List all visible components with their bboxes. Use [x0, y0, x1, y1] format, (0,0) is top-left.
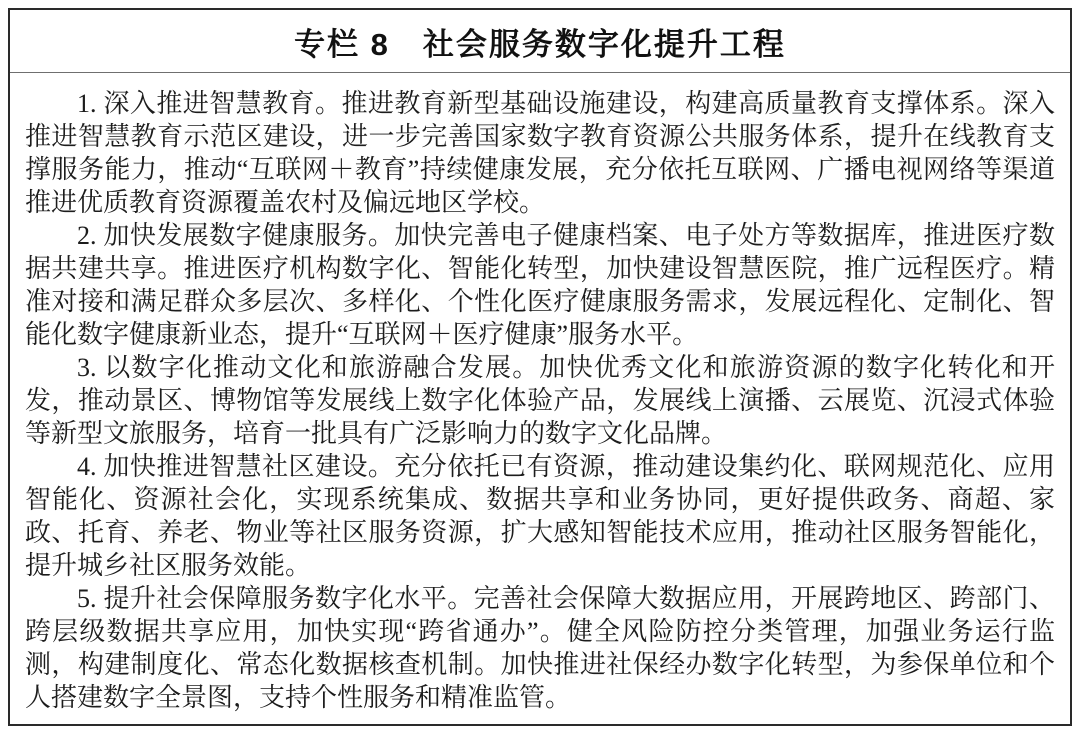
- paragraph-smart-community: 4. 加快推进智慧社区建设。充分依托已有资源，推动建设集约化、联网规范化、应用智能化、资源社会化，实现系统集成、数据共享和业务协同，更好提供政务、商超、家政、托育、养老、物业等社区服务资源，扩大感知智能技术应用，推动社区服务智能化，提升城乡社区服务效能。: [25, 452, 1055, 580]
- column-box-panel: [8, 8, 1072, 726]
- paragraph-culture-tourism: 3. 以数字化推动文化和旅游融合发展。加快优秀文化和旅游资源的数字化转化和开发，推动景区、博物馆等发展线上数字化体验产品，发展线上演播、云展览、沉浸式体验等新型文旅服务，培育一批具有广泛影响力的数字文化品牌。: [25, 353, 1055, 448]
- paragraph-digital-health: 2. 加快发展数字健康服务。加快完善电子健康档案、电子处方等数据库，推进医疗数据共建共享。推进医疗机构数字化、智能化转型，加快建设智慧医院，推广远程医疗。精准对接和满足群众多层次、多样化、个性化医疗健康服务需求，发展远程化、定制化、智能化数字健康新业态，提升“互联网＋医疗健康”服务水平。: [25, 221, 1055, 349]
- panel-body: [10, 73, 1070, 724]
- paragraph-social-security: 5. 提升社会保障服务数字化水平。完善社会保障大数据应用，开展跨地区、跨部门、跨层级数据共享应用，加快实现“跨省通办”。健全风险防控分类管理，加强业务运行监测，构建制度化、常态化数据核查机制。加快推进社保经办数字化转型，为参保单位和个人搭建数字全景图，支持个性服务和精准监管。: [25, 584, 1055, 712]
- paragraph-smart-education: 1. 深入推进智慧教育。推进教育新型基础设施建设，构建高质量教育支撑体系。深入推进智慧教育示范区建设，进一步完善国家数字教育资源公共服务体系，提升在线教育支撑服务能力，推动“互联网＋教育”持续健康发展，充分依托互联网、广播电视网络等渠道推进优质教育资源覆盖农村及偏远地区学校。: [25, 89, 1055, 217]
- panel-title: 专栏 8 社会服务数字化提升工程: [294, 26, 786, 62]
- panel-header: [10, 10, 1070, 73]
